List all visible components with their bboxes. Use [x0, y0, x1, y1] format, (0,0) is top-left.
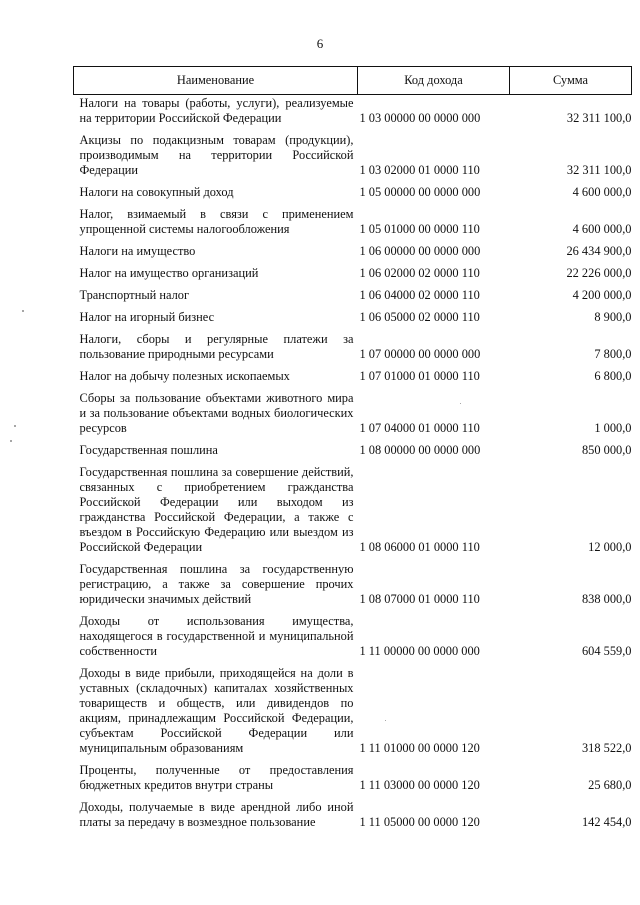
row-sum: 7 800,0 [594, 347, 632, 361]
row-code: 1 08 06000 01 0000 110 [359, 540, 480, 554]
row-name: Транспортный налог [79, 288, 190, 302]
row-name: Государственная пошлина за государственную регистрацию, а также за совершение прочих юридически значимых действий [79, 562, 354, 606]
row-name: Сборы за пользование объектами животного мира и за пользование объектами водных биологических ресурсов [79, 391, 354, 435]
row-sum: 4 600 000,0 [572, 222, 632, 236]
row-name: Налоги на имущество [79, 244, 196, 258]
table-row [74, 611, 632, 663]
row-code: 1 06 04000 02 0000 110 [359, 288, 480, 302]
row-name: Налог на добычу полезных ископаемых [79, 369, 290, 383]
row-name: Налоги на товары (работы, услуги), реализуемые на территории Российской Федерации [79, 96, 354, 125]
row-name: Государственная пошлина за совершение действий, связанных с приобретением гражданства Российской Федерации или выходом из гражданства Российской Федерации, а также с въездом в Российскую Федерацию или выездом из Российской Федерации [79, 465, 354, 554]
row-sum: 4 600 000,0 [572, 185, 632, 199]
table-row [74, 760, 632, 797]
table-row [74, 797, 632, 834]
row-sum: 22 226 000,0 [566, 266, 632, 280]
row-name: Налог, взимаемый в связи с применением упрощенной системы налогообложения [79, 207, 354, 236]
row-code: 1 11 00000 00 0000 000 [359, 644, 480, 658]
row-code: 1 06 00000 00 0000 000 [359, 244, 481, 258]
header-name: Наименование [74, 67, 358, 95]
table-row [74, 95, 632, 131]
table-row [74, 663, 632, 760]
table-row [74, 388, 632, 440]
row-sum: 838 000,0 [581, 592, 632, 606]
table-row [74, 329, 632, 366]
row-code: 1 08 07000 01 0000 110 [359, 592, 480, 606]
row-sum: 32 311 100,0 [566, 111, 632, 125]
row-sum: 25 680,0 [588, 778, 632, 792]
row-sum: 318 522,0 [581, 741, 632, 755]
table-header-row [74, 67, 632, 95]
table-row [74, 366, 632, 388]
table-row [74, 462, 632, 559]
table-body [74, 95, 632, 835]
row-code: 1 05 01000 00 0000 110 [359, 222, 480, 236]
table-row [74, 307, 632, 329]
scan-speck [385, 720, 386, 721]
row-code: 1 11 03000 00 0000 120 [359, 778, 480, 792]
page-number: 6 [316, 36, 324, 51]
table-row [74, 182, 632, 204]
row-sum: 32 311 100,0 [566, 163, 632, 177]
row-name: Налог на игорный бизнес [79, 310, 215, 324]
row-sum: 4 200 000,0 [572, 288, 632, 302]
row-name: Доходы, получаемые в виде арендной либо иной платы за передачу в возмездное пользование [79, 800, 354, 829]
table-row [74, 204, 632, 241]
scan-speck [460, 403, 461, 404]
scan-speck [10, 440, 12, 442]
scan-speck [22, 310, 24, 312]
row-name: Акцизы по подакцизным товарам (продукции), производимым на территории Российской Федерации [79, 133, 354, 177]
table-row [74, 263, 632, 285]
table-row [74, 440, 632, 462]
row-name: Государственная пошлина [79, 443, 218, 457]
row-sum: 26 434 900,0 [566, 244, 632, 258]
row-code: 1 08 00000 00 0000 000 [359, 443, 481, 457]
header-code: Код дохода [358, 67, 510, 95]
table-row [74, 285, 632, 307]
row-sum: 604 559,0 [581, 644, 632, 658]
row-code: 1 07 01000 01 0000 110 [359, 369, 480, 383]
table-row [74, 559, 632, 611]
row-code: 1 03 02000 01 0000 110 [359, 163, 480, 177]
row-name: Доходы от использования имущества, находящегося в государственной и муниципальной собственности [79, 614, 354, 658]
header-sum: Сумма [510, 67, 632, 95]
row-code: 1 05 00000 00 0000 000 [359, 185, 481, 199]
row-name: Налоги, сборы и регулярные платежи за пользование природными ресурсами [79, 332, 354, 361]
row-code: 1 06 05000 02 0000 110 [359, 310, 480, 324]
row-name: Налог на имущество организаций [79, 266, 259, 280]
revenue-table [73, 66, 632, 834]
row-code: 1 07 04000 01 0000 110 [359, 421, 480, 435]
scan-speck [14, 425, 16, 427]
table-row [74, 241, 632, 263]
row-code: 1 03 00000 00 0000 000 [359, 111, 481, 125]
row-name: Налоги на совокупный доход [79, 185, 234, 199]
row-sum: 6 800,0 [594, 369, 632, 383]
row-code: 1 07 00000 00 0000 000 [359, 347, 481, 361]
row-name: Доходы в виде прибыли, приходящейся на доли в уставных (складочных) капиталах хозяйственных товариществ и обществ, или дивидендов по акциям, принадлежащим Российской Федерации, субъектам Российской Федерации или муниципальным образованиям [79, 666, 354, 755]
row-sum: 142 454,0 [581, 815, 632, 829]
row-code: 1 11 01000 00 0000 120 [359, 741, 480, 755]
row-sum: 12 000,0 [588, 540, 632, 554]
row-sum: 850 000,0 [581, 443, 632, 457]
row-sum: 1 000,0 [594, 421, 632, 435]
row-sum: 8 900,0 [594, 310, 632, 324]
table-row [74, 130, 632, 182]
row-name: Проценты, полученные от предоставления бюджетных кредитов внутри страны [79, 763, 354, 792]
row-code: 1 11 05000 00 0000 120 [359, 815, 480, 829]
row-code: 1 06 02000 02 0000 110 [359, 266, 480, 280]
